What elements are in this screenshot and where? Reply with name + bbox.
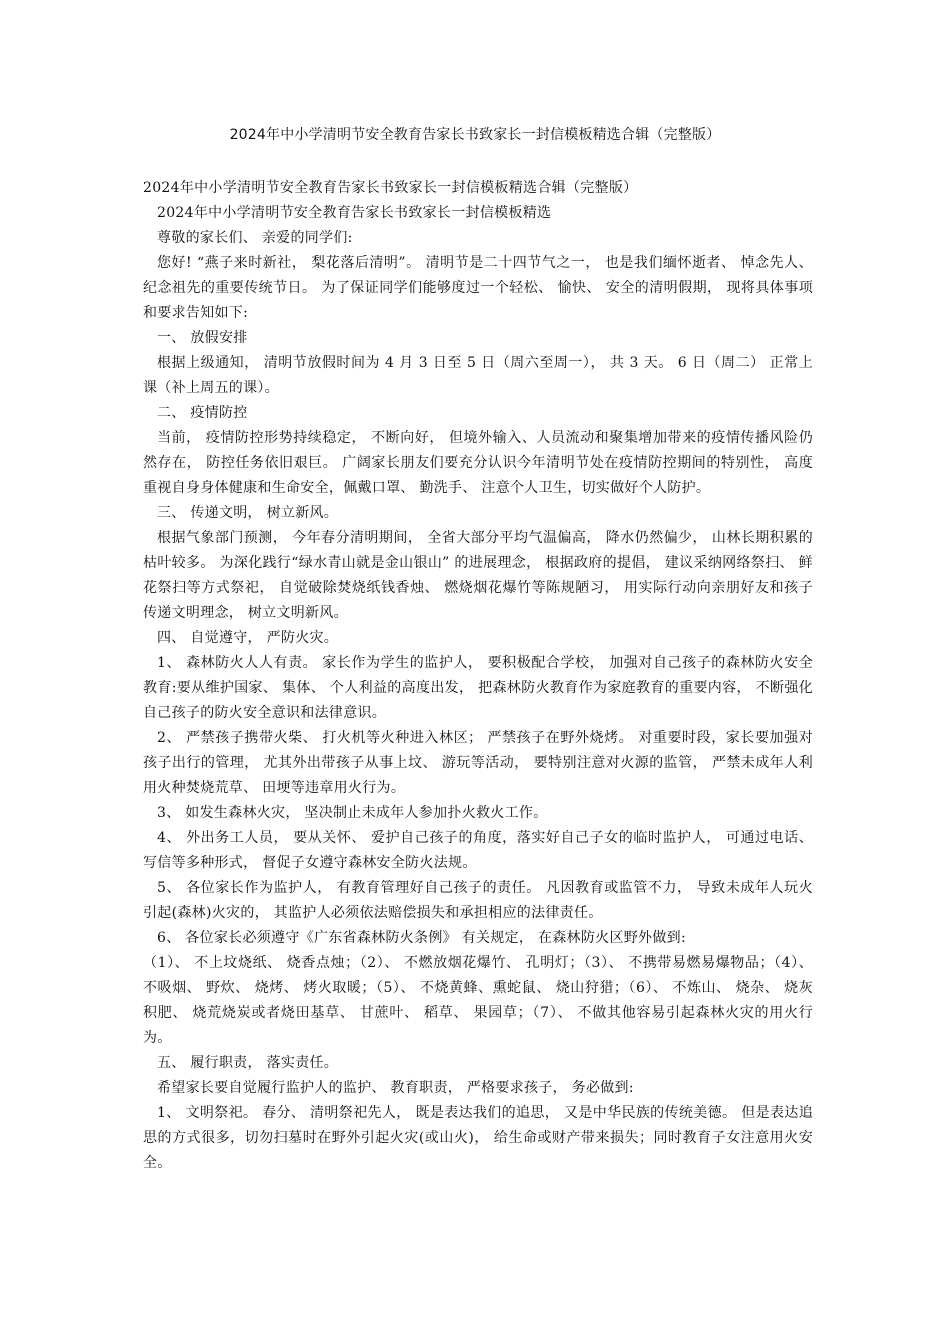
section-heading-holiday: 一、 放假安排 [157, 330, 248, 346]
fire-item-2: 2、 严禁孩子携带火柴、 打火机等火种进入林区； 严禁孩子在野外烧烤。 对重要时段，家长要加强对孩子出行的管理， 尤其外出带孩子从事上坟、 游玩等活动， 要特别注意对火源的监管， 严禁未成年人利用火种焚烧荒草、 田埂等违章用火行为。 [143, 730, 813, 796]
fire-rules-list: （1）、 不上坟烧纸、 烧香点烛；（2）、 不燃放烟花爆竹、 孔明灯；（3）、 不携带易燃易爆物品；（4）、 不吸烟、 野炊、 烧烤、 烤火取暖；（5）、 不烧黄蜂、熏蛇鼠、 烧山狩猎；（6）、 不炼山、 烧杂、 烧灰积肥、 烧荒烧炭或者烧田基草、 甘蔗叶、 稻草、 果园草；（7）、 不做其他容易引起森林火灾的用火行为。 [143, 955, 813, 1046]
document-body [143, 176, 813, 1176]
section-heading-fire: 四、 自觉遵守， 严防火灾。 [157, 630, 339, 646]
fire-item-5: 5、 各位家长作为监护人， 有教育管理好自己孩子的责任。 凡因教育或监管不力， 导致未成年人玩火引起(森林)火灾的， 其监护人必须依法赔偿损失和承担相应的法律责任。 [143, 880, 813, 921]
fire-item-1: 1、 森林防火人人有责。 家长作为学生的监护人， 要积极配合学校， 加强对自己孩子的森林防火安全教育:要从维护国家、 集体、 个人利益的高度出发， 把森林防火教育作为家庭教育的重要内容， 不断强化自己孩子的防火安全意识和法律意识。 [143, 655, 813, 721]
section-heading-duty: 五、 履行职责， 落实责任。 [157, 1055, 339, 1071]
intro-paragraph: 您好! “燕子来时新社， 梨花落后清明”。 清明节是二十四节气之一， 也是我们缅怀逝者、 悼念先人、 纪念祖先的重要传统节日。 为了保证同学们能够度过一个轻松、 愉快、 安全的清明假期， 现将具体事项和要求告知如下: [143, 255, 813, 321]
section-heading-epidemic: 二、 疫情防控 [157, 405, 248, 421]
section-heading-civility: 三、 传递文明， 树立新风。 [157, 505, 339, 521]
body-subheading: 2024年中小学清明节安全教育告家长书致家长一封信模板精选 [157, 205, 552, 221]
civility-paragraph: 根据气象部门预测， 今年春分清明期间， 全省大部分平均气温偏高， 降水仍然偏少， 山林长期积累的枯叶较多。 为深化践行“绿水青山就是金山银山” 的进展理念， 根据政府的提倡， 建议采纳网络祭扫、 鲜花祭扫等方式祭祀， 自觉破除焚烧纸钱香烛、 燃烧烟花爆竹等陈规陋习， 用实际行动向亲朋好友和孩子传递文明理念， 树立文明新风。 [143, 530, 813, 621]
epidemic-paragraph: 当前， 疫情防控形势持续稳定， 不断向好， 但境外输入、人员流动和聚集增加带来的疫情传播风险仍然存在， 防控任务依旧艰巨。 广阔家长朋友们要充分认识今年清明节处在疫情防控期间的特别性， 高度重视自身身体健康和生命安全，佩戴口罩、 勤洗手、 注意个人卫生，切实做好个人防护。 [143, 430, 813, 496]
duty-paragraph: 希望家长要自觉履行监护人的监护、 教育职责， 严格要求孩子， 务必做到: [157, 1080, 634, 1096]
body-heading: 2024年中小学清明节安全教育告家长书致家长一封信模板精选合辑（完整版） [143, 180, 638, 196]
salutation: 尊敬的家长们、 亲爱的同学们: [157, 230, 353, 246]
fire-item-4: 4、 外出务工人员， 要从关怀、 爱护自己孩子的角度，落实好自己子女的临时监护人， 可通过电话、 写信等多种形式， 督促子女遵守森林安全防火法规。 [143, 830, 813, 871]
fire-item-6: 6、 各位家长必须遵守《广东省森林防火条例》 有关规定， 在森林防火区野外做到: [157, 930, 686, 946]
document-title: 2024年中小学清明节安全教育告家长书致家长一封信模板精选合辑（完整版） [229, 127, 721, 143]
duty-item-1: 1、 文明祭祀。 春分、 清明祭祀先人， 既是表达我们的追思， 又是中华民族的传统美德。 但是表达追思的方式很多，切勿扫墓时在野外引起火灾(或山火)， 给生命或财产带来损失；同时教育子女注意用火安全。 [143, 1105, 813, 1171]
fire-item-3: 3、 如发生森林火灾， 坚决制止未成年人参加扑火救火工作。 [157, 805, 548, 821]
holiday-paragraph: 根据上级通知， 清明节放假时间为 4 月 3 日至 5 日（周六至周一）， 共 3 天。 6 日（周二） 正常上课（补上周五的课）。 [143, 355, 813, 396]
